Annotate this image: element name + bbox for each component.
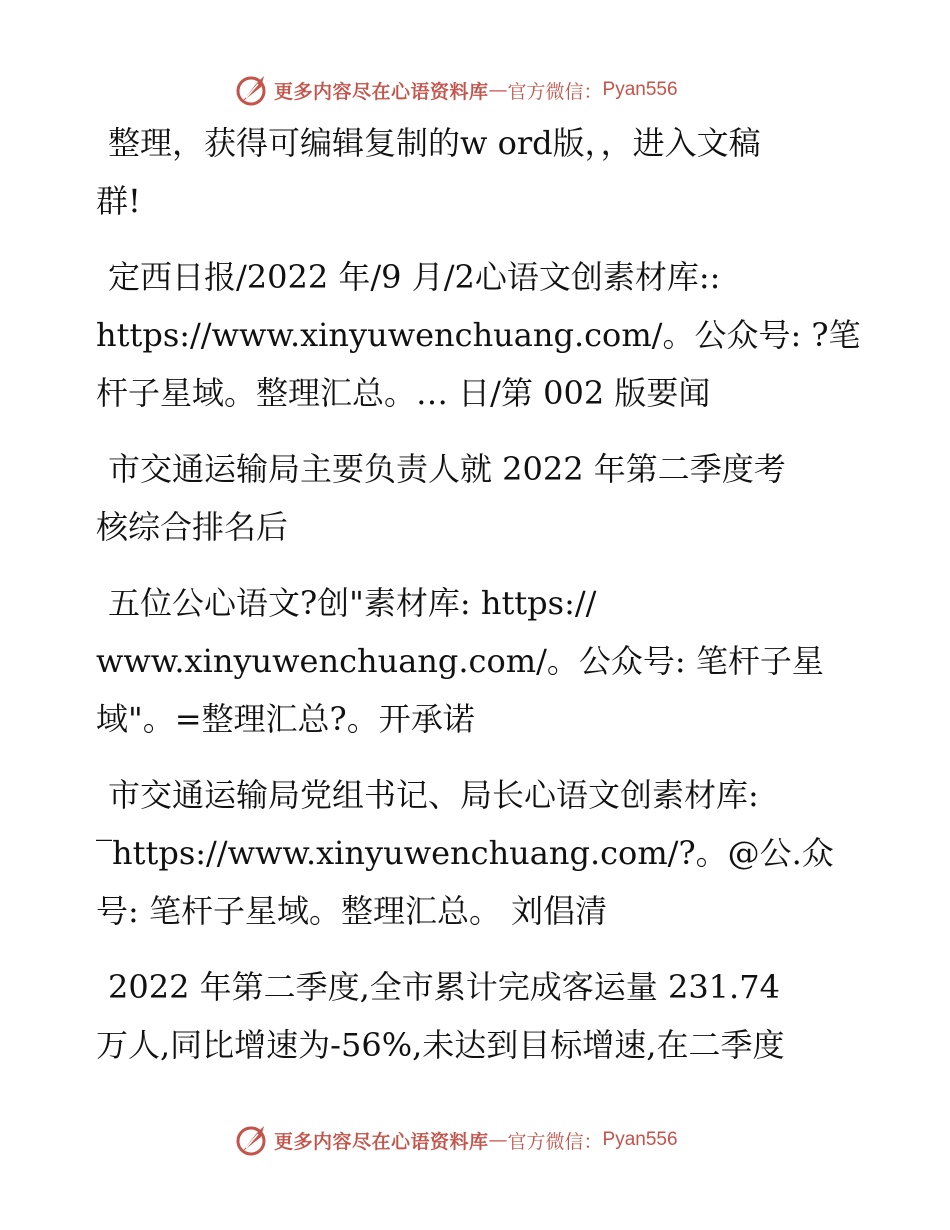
text-line: https://www.xinyuwenchuang.com/。公众号: ?笔 [96,316,861,354]
text-line: ‾https://www.xinyuwenchuang.com/?。@公.众 [96,834,834,872]
header-watermark [234,70,678,110]
watermark-separator: — [488,1129,508,1151]
paragraph [96,574,876,748]
text-line: 万人,同比增速为-56%,未达到目标增速,在二季度 [96,1026,785,1064]
paragraph [96,440,876,556]
text-line: www.xinyuwenchuang.com/。公众号: 笔杆子星 [96,642,824,680]
text-line: 定西日报/2022 年/9 月/2心语文创素材库:: [108,258,721,296]
text-line: 市交通运输局主要负责人就 2022 年第二季度考 [108,450,786,488]
paragraph [96,114,876,230]
paragraph [96,958,876,1074]
watermark-wechat-label: 官方微信： [507,80,603,103]
watermark-brand: 更多内容尽在心语资料库 [274,1130,489,1153]
watermark-wechat-id: Pyan556 [602,79,678,100]
text-line: 2022 年第二季度,全市累计完成客运量 231.74 [108,968,780,1006]
text-line: 五位公心语文?创"素材库: https:// [108,584,597,622]
paragraph [96,248,876,422]
watermark-brand: 更多内容尽在心语资料库 [274,80,489,103]
text-line: 核综合排名后 [96,508,289,546]
text-line: 域"。=整理汇总?。开承诺 [96,700,475,738]
watermark-separator: — [488,79,508,101]
paragraph [96,766,876,940]
text-line: 整理，获得可编辑复制的w ord版，，进入文稿 [108,124,761,162]
document-body [96,114,876,1074]
footer-watermark [234,1120,678,1160]
quill-logo-icon [234,72,270,108]
text-line: 群! [96,182,141,220]
text-line: 杆子星域。整理汇总。… 日/第 002 版要闻 [96,374,711,412]
watermark-wechat-id: Pyan556 [602,1129,678,1150]
watermark-wechat-label: 官方微信： [507,1130,603,1153]
quill-logo-icon [234,1122,270,1158]
text-line: 号: 笔杆子星域。整理汇总。 刘倡清 [96,892,608,930]
text-line: 市交通运输局党组书记、局长心语文创素材库: [108,776,759,814]
